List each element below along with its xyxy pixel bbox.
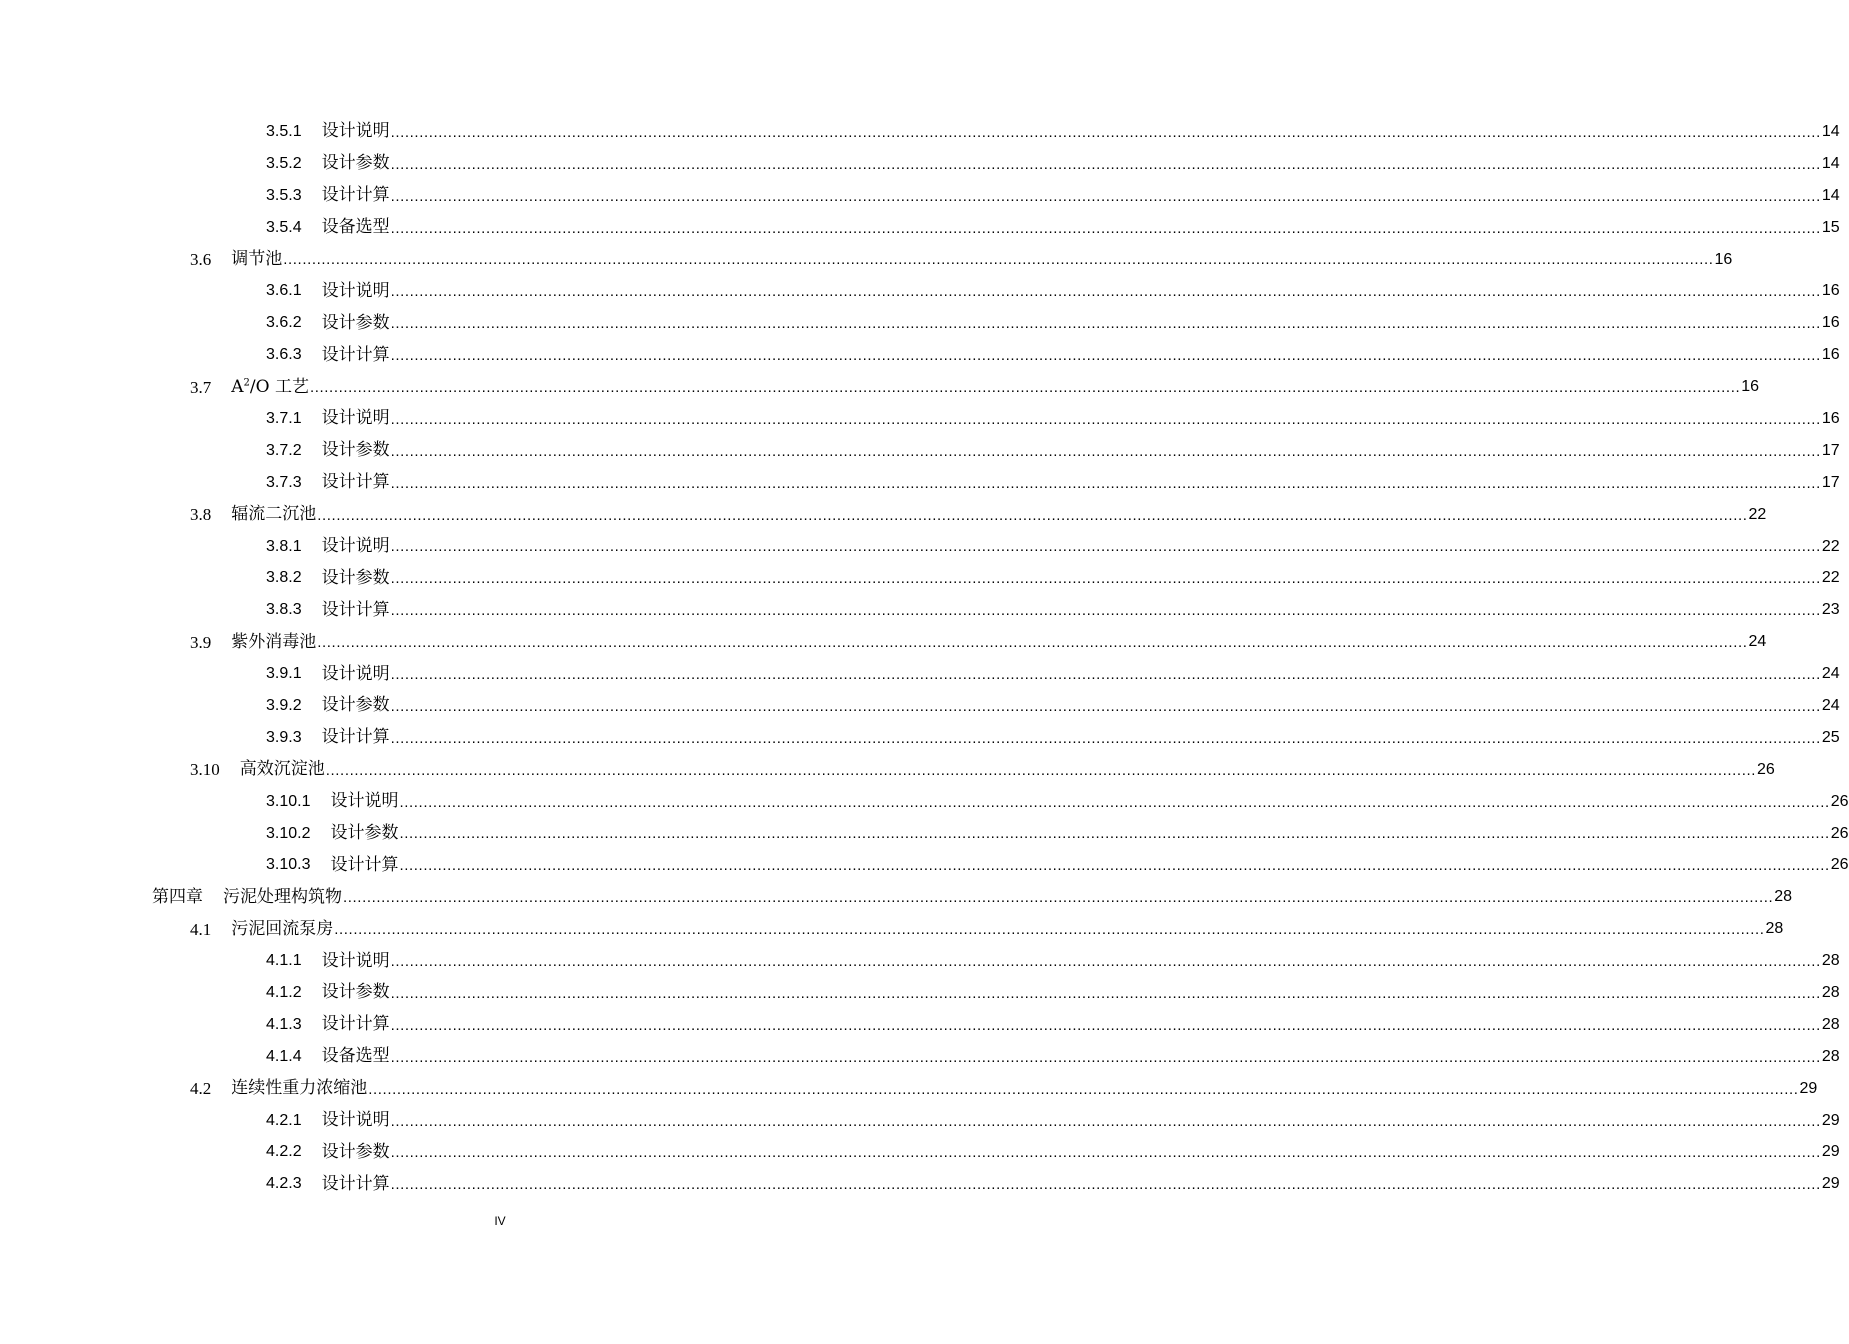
- toc-entry-page: 14: [1821, 186, 1840, 204]
- toc-entry-title: 设计说明: [321, 663, 390, 684]
- toc-entry-title: 设备选型: [321, 217, 390, 238]
- toc-entry-title: 紫外消毒池: [231, 631, 317, 652]
- toc-entry[interactable]: [0, 244, 1733, 276]
- toc-entry[interactable]: [0, 1168, 1840, 1200]
- toc-entry-page: 25: [1821, 728, 1840, 746]
- toc-entry[interactable]: [0, 116, 1840, 148]
- toc-entry-number: 4.1: [190, 919, 212, 939]
- toc-entry-title: 设计参数: [321, 440, 390, 461]
- toc-entry-number: 3.8.3: [266, 601, 302, 619]
- toc-entry-title: 高效沉淀池: [239, 759, 325, 780]
- toc-entry-title: 设计参数: [330, 823, 399, 844]
- toc-dot-leader: ............................................................................................................................................................................................................................................................................................................: [390, 219, 1821, 237]
- toc-entry-number: 4.2.2: [266, 1143, 302, 1161]
- toc-entry-number: 3.6: [190, 250, 212, 269]
- toc-entry-number: 3.9.1: [266, 665, 302, 683]
- toc-entry-page: 16: [1741, 378, 1760, 396]
- toc-entry-page: 24: [1821, 665, 1840, 683]
- toc-entry-number: 4.1.3: [266, 1015, 302, 1033]
- toc-entry[interactable]: [0, 180, 1840, 212]
- toc-entry[interactable]: [0, 1073, 1818, 1105]
- toc-entry[interactable]: [0, 754, 1775, 786]
- toc-entry-title-rest: /O 工艺: [249, 376, 309, 397]
- toc-entry-page: 26: [1830, 824, 1849, 842]
- toc-entry[interactable]: [0, 403, 1840, 435]
- toc-entry-number: 第四章: [152, 886, 203, 907]
- toc-entry-page: 29: [1821, 1111, 1840, 1129]
- toc-entry-number: 3.8.2: [266, 569, 302, 587]
- toc-entry-title: 设计说明: [321, 280, 390, 301]
- toc-entry[interactable]: [0, 275, 1840, 307]
- toc-entry[interactable]: [0, 1137, 1840, 1169]
- toc-entry-number: 3.5.4: [266, 218, 302, 236]
- toc-entry-page: 16: [1821, 346, 1840, 364]
- toc-entry[interactable]: [0, 339, 1840, 371]
- toc-entry-title: 连续性重力浓缩池: [231, 1078, 368, 1099]
- toc-entry-page: 24: [1821, 696, 1840, 714]
- toc-entry-page: 15: [1821, 218, 1840, 236]
- toc-entry-title: 设计计算: [321, 1014, 390, 1035]
- toc-dot-leader: ............................................................................................................................................................................................................................................................................................................: [390, 442, 1821, 460]
- toc-entry-title: 设计参数: [321, 567, 390, 588]
- toc-entry-number: 3.9.2: [266, 696, 302, 714]
- toc-dot-leader: ............................................................................................................................................................................................................................................................................................................: [390, 187, 1821, 205]
- toc-entry-number: 3.9.3: [266, 728, 302, 746]
- toc-entry-page: 23: [1821, 601, 1840, 619]
- toc-entry-page: 28: [1765, 920, 1784, 938]
- toc-dot-leader: ............................................................................................................................................................................................................................................................................................................: [390, 315, 1821, 333]
- toc-entry-page: 16: [1821, 314, 1840, 332]
- toc-entry-page: 28: [1774, 888, 1793, 906]
- toc-dot-leader: ............................................................................................................................................................................................................................................................................................................: [390, 953, 1821, 971]
- toc-dot-leader: ............................................................................................................................................................................................................................................................................................................: [317, 634, 1748, 652]
- toc-entry-title: 调节池: [231, 249, 283, 269]
- toc-entry-title: 设计计算: [321, 472, 390, 493]
- toc-dot-leader: ............................................................................................................................................................................................................................................................................................................: [399, 825, 1830, 843]
- toc-entry-title: 辐流二沉池: [231, 504, 317, 525]
- toc-entry-number: 3.7.3: [266, 473, 302, 491]
- toc-entry[interactable]: [0, 1009, 1840, 1041]
- toc-dot-leader: ............................................................................................................................................................................................................................................................................................................: [390, 538, 1821, 556]
- toc-entry[interactable]: [0, 849, 1849, 881]
- toc-dot-leader: ............................................................................................................................................................................................................................................................................................................: [399, 793, 1830, 811]
- toc-dot-leader: ............................................................................................................................................................................................................................................................................................................: [390, 697, 1821, 715]
- toc-entry-number: 4.1.2: [266, 983, 302, 1001]
- toc-dot-leader: ............................................................................................................................................................................................................................................................................................................: [399, 857, 1830, 875]
- toc-entry-page: 28: [1821, 983, 1840, 1001]
- toc-dot-leader: ............................................................................................................................................................................................................................................................................................................: [390, 1176, 1821, 1194]
- toc-entry[interactable]: [0, 1041, 1840, 1073]
- toc-dot-leader: ............................................................................................................................................................................................................................................................................................................: [390, 410, 1821, 428]
- toc-entry-number: 3.7.2: [266, 441, 302, 459]
- toc-entry[interactable]: [0, 913, 1784, 945]
- toc-dot-leader: ............................................................................................................................................................................................................................................................................................................: [334, 921, 1765, 939]
- toc-entry-page: 16: [1821, 409, 1840, 427]
- toc-dot-leader: ............................................................................................................................................................................................................................................................................................................: [390, 602, 1821, 620]
- toc-dot-leader: ............................................................................................................................................................................................................................................................................................................: [325, 761, 1756, 779]
- toc-entry[interactable]: [0, 435, 1840, 467]
- toc-entry-page: 29: [1821, 1175, 1840, 1193]
- toc-entry-title: [231, 376, 309, 397]
- toc-entry-title: 设计计算: [321, 1173, 390, 1194]
- toc-dot-leader: ............................................................................................................................................................................................................................................................................................................: [390, 984, 1821, 1002]
- toc-entry-number: 3.6.3: [266, 346, 302, 364]
- toc-entry-title: 设计计算: [321, 185, 390, 206]
- toc-entry-title: 设计说明: [321, 536, 390, 557]
- toc-dot-leader: ............................................................................................................................................................................................................................................................................................................: [390, 666, 1821, 684]
- toc-entry[interactable]: [0, 562, 1840, 594]
- toc-entry[interactable]: [0, 818, 1849, 850]
- toc-entry[interactable]: [0, 722, 1840, 754]
- toc-entry-page: 22: [1821, 537, 1840, 555]
- toc-dot-leader: ............................................................................................................................................................................................................................................................................................................: [317, 506, 1748, 524]
- toc-entry[interactable]: [0, 594, 1840, 626]
- toc-entry-page: 14: [1821, 154, 1840, 172]
- toc-entry-page: 24: [1748, 633, 1767, 651]
- toc-dot-leader: ............................................................................................................................................................................................................................................................................................................: [390, 570, 1821, 588]
- toc-entry-page: 22: [1821, 569, 1840, 587]
- toc-entry-page: 26: [1830, 792, 1849, 810]
- toc-dot-leader: ............................................................................................................................................................................................................................................................................................................: [390, 1144, 1821, 1162]
- toc-entry-title: 设计参数: [321, 695, 390, 716]
- toc-entry-number: 3.7: [190, 377, 212, 397]
- toc-entry-number: 3.10.1: [266, 792, 311, 810]
- toc-entry-title: 设计参数: [321, 312, 390, 333]
- toc-entry[interactable]: [0, 212, 1840, 244]
- page-number-footer: IV: [494, 1214, 506, 1228]
- toc-entry-number: 3.5.3: [266, 186, 302, 204]
- toc-entry-title: 设计说明: [330, 791, 399, 812]
- toc-dot-leader: ............................................................................................................................................................................................................................................................................................................: [390, 347, 1821, 365]
- toc-entry-page: 16: [1821, 282, 1840, 300]
- toc-entry-title: 设备选型: [321, 1046, 390, 1067]
- toc-entry-number: 3.8: [190, 505, 212, 525]
- toc-entry[interactable]: [0, 1105, 1840, 1137]
- toc-entry-page: 28: [1821, 1047, 1840, 1065]
- toc-entry[interactable]: [0, 467, 1840, 499]
- toc-dot-leader: ............................................................................................................................................................................................................................................................................................................: [390, 729, 1821, 747]
- toc-dot-leader: ............................................................................................................................................................................................................................................................................................................: [390, 1112, 1821, 1130]
- toc-entry[interactable]: [0, 881, 1793, 913]
- toc-entry-number: 4.1.4: [266, 1047, 302, 1065]
- toc-entry-page: 17: [1821, 441, 1840, 459]
- toc-entry-title-base: A: [231, 376, 244, 397]
- toc-dot-leader: ............................................................................................................................................................................................................................................................................................................: [390, 1016, 1821, 1034]
- toc-entry-number: 4.1.1: [266, 952, 302, 970]
- toc-entry[interactable]: [0, 148, 1840, 180]
- toc-entry-number: 3.10.2: [266, 824, 311, 842]
- toc-entry-page: 28: [1821, 1015, 1840, 1033]
- toc-entry-page: 22: [1748, 505, 1767, 523]
- toc-dot-leader: ............................................................................................................................................................................................................................................................................................................: [283, 251, 1714, 269]
- toc-entry[interactable]: [0, 307, 1840, 339]
- toc-entry-page: 14: [1821, 122, 1840, 140]
- toc-dot-leader: ............................................................................................................................................................................................................................................................................................................: [390, 283, 1821, 301]
- toc-entry-number: 3.6.1: [266, 282, 302, 300]
- toc-entry-number: 3.8.1: [266, 537, 302, 555]
- toc-entry-title: 污泥回流泵房: [231, 918, 334, 939]
- toc-entry-number: 3.5.2: [266, 154, 302, 172]
- toc-entry-page: 29: [1799, 1079, 1818, 1097]
- toc-entry-page: 26: [1757, 760, 1775, 778]
- toc-entry-title: 设计说明: [321, 121, 390, 142]
- toc-entry-number: 4.2: [190, 1079, 212, 1099]
- toc-entry-number: 4.2.1: [266, 1111, 302, 1129]
- toc-entry-page: 29: [1821, 1143, 1840, 1161]
- toc-entry-title: 设计参数: [321, 982, 390, 1003]
- toc-entry-title: 设计计算: [321, 344, 390, 365]
- toc-entry-title-superscript: 2: [243, 376, 250, 388]
- table-of-contents: [0, 116, 1849, 1200]
- toc-entry-page: 26: [1830, 856, 1849, 874]
- toc-entry-title: 设计计算: [321, 727, 390, 748]
- toc-entry-number: 3.5.1: [266, 122, 302, 140]
- toc-entry[interactable]: [0, 531, 1840, 563]
- toc-entry[interactable]: [0, 626, 1767, 658]
- toc-dot-leader: ............................................................................................................................................................................................................................................................................................................: [343, 889, 1774, 907]
- toc-entry-title: 设计说明: [321, 950, 390, 971]
- toc-dot-leader: ............................................................................................................................................................................................................................................................................................................: [368, 1080, 1799, 1098]
- toc-entry[interactable]: [0, 499, 1767, 531]
- toc-entry[interactable]: [0, 658, 1840, 690]
- toc-entry-title: 设计参数: [321, 153, 390, 174]
- toc-entry[interactable]: [0, 690, 1840, 722]
- toc-entry-page: 28: [1821, 952, 1840, 970]
- toc-entry-number: 3.9: [190, 632, 212, 652]
- toc-entry-page: 17: [1821, 473, 1840, 491]
- toc-entry-title: 设计计算: [321, 599, 390, 620]
- toc-dot-leader: ............................................................................................................................................................................................................................................................................................................: [309, 379, 1741, 397]
- toc-entry[interactable]: [0, 977, 1840, 1009]
- toc-dot-leader: ............................................................................................................................................................................................................................................................................................................: [390, 155, 1821, 173]
- toc-entry-title: 污泥处理构筑物: [223, 886, 342, 907]
- toc-entry-title: 设计参数: [321, 1141, 390, 1162]
- toc-entry[interactable]: [0, 786, 1849, 818]
- toc-entry-title: 设计计算: [330, 854, 399, 875]
- toc-entry-number: 3.7.1: [266, 409, 302, 427]
- toc-entry-number: 3.10: [190, 760, 220, 780]
- toc-dot-leader: ............................................................................................................................................................................................................................................................................................................: [390, 1048, 1821, 1066]
- toc-entry-number: 3.6.2: [266, 314, 302, 332]
- toc-entry-page: 16: [1714, 250, 1733, 268]
- toc-entry-number: 4.2.3: [266, 1175, 302, 1193]
- toc-entry[interactable]: [0, 371, 1760, 403]
- toc-entry-title: 设计说明: [321, 408, 390, 429]
- toc-entry[interactable]: [0, 945, 1840, 977]
- toc-entry-number: 3.10.3: [266, 856, 311, 874]
- toc-entry-title: 设计说明: [321, 1110, 390, 1131]
- toc-dot-leader: ............................................................................................................................................................................................................................................................................................................: [390, 123, 1821, 141]
- toc-dot-leader: ............................................................................................................................................................................................................................................................................................................: [390, 474, 1821, 492]
